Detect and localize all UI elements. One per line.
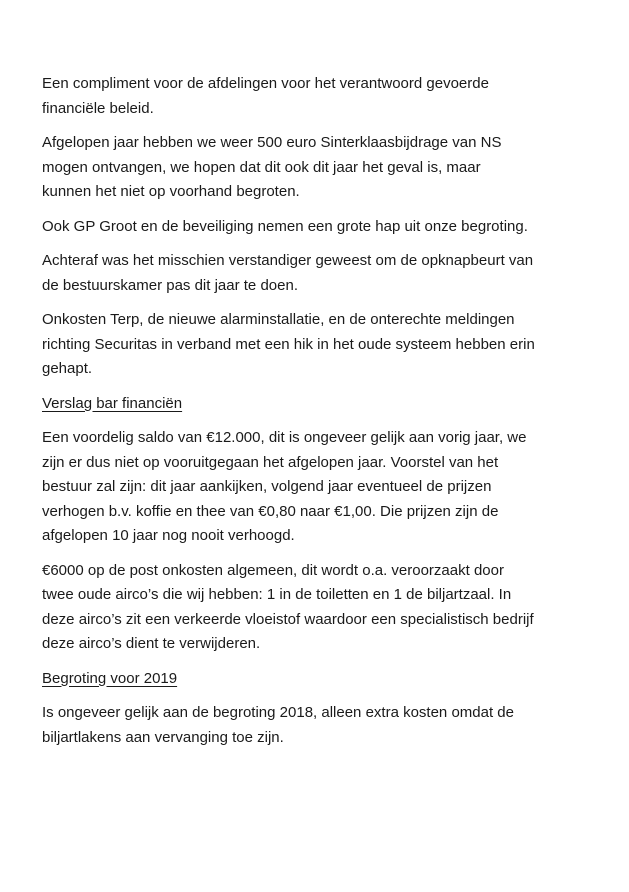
paragraph-airco: €6000 op de post onkosten algemeen, dit wordt o.a. veroorzaakt door twee oude airco’s die wij hebben: 1 in de toiletten en 1 de biljartzaal. In deze airco’s zit een verkeerde vloeistof waardoor een specialistisch bedrijf deze airco’s dient te verwijderen. xyxy=(42,561,534,652)
paragraph-gp-groot: Ook GP Groot en de beveiliging nemen een grote hap uit onze begroting. xyxy=(42,217,528,235)
heading-begroting-2019: Begroting voor 2019 xyxy=(42,669,178,687)
paragraph-compliment: Een compliment voor de afdelingen voor het verantwoord gevoerde financiële beleid. xyxy=(42,75,489,117)
paragraph-sinterklaas: Afgelopen jaar hebben we weer 500 euro Sinterklaasbijdrage van NS mogen ontvangen, we hopen dat dit ook dit jaar het geval is, maar kunnen het niet op voorhand begroten. xyxy=(42,134,502,200)
paragraph-begroting: Is ongeveer gelijk aan de begroting 2018, alleen extra kosten omdat de biljartlakens aan vervanging toe zijn. xyxy=(42,704,514,746)
heading-verslag-bar: Verslag bar financiën xyxy=(42,394,183,412)
document-page xyxy=(42,72,602,760)
paragraph-saldo: Een voordelig saldo van €12.000, dit is ongeveer gelijk aan vorig jaar, we zijn er dus niet op vooruitgegaan het afgelopen jaar. Voorstel van het bestuur zal zijn: dit jaar aankijken, volgend jaar eventueel de prijzen verhogen b.v. koffie en thee van €0,80 naar €1,00. Die prijzen zijn de afgelopen 10 jaar nog nooit verhoogd. xyxy=(42,429,527,544)
paragraph-onkosten-terp: Onkosten Terp, de nieuwe alarminstallatie, en de onterechte meldingen richting Securitas in verband met een hik in het oude systeem hebben erin gehapt. xyxy=(42,311,535,377)
paragraph-bestuurskamer: Achteraf was het misschien verstandiger geweest om de opknapbeurt van de bestuurskamer pas dit jaar te doen. xyxy=(42,252,534,294)
